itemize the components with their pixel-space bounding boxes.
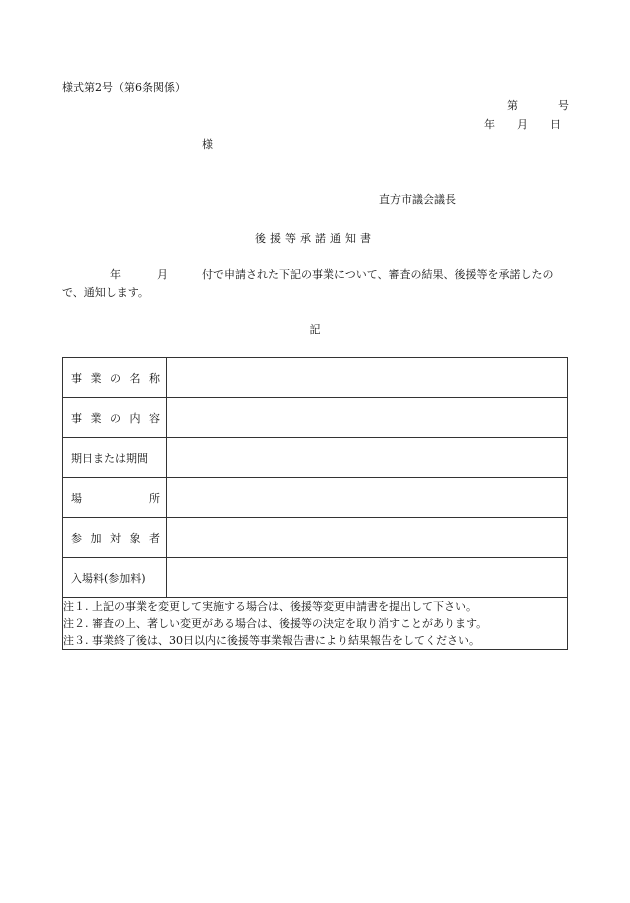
label-char: 業 <box>90 371 102 385</box>
row-value-place[interactable] <box>167 478 568 518</box>
document-date <box>484 118 561 132</box>
table-row <box>63 558 568 598</box>
label-char: の <box>110 411 121 425</box>
date-month: 月 <box>517 118 528 131</box>
label-char: 者 <box>149 531 160 545</box>
label-char: 事 <box>71 371 82 385</box>
row-label <box>63 478 167 518</box>
label-char: 業 <box>90 411 102 425</box>
row-value-fee[interactable] <box>167 558 568 598</box>
note-item: 注１. 上記の事業を変更して実施する場合は、後援等変更申請書を提出して下さい。 <box>63 600 477 613</box>
date-day: 日 <box>550 118 561 131</box>
label-char: 内 <box>129 411 141 425</box>
label-char: 名 <box>129 371 141 385</box>
row-label <box>63 558 167 598</box>
row-label <box>63 398 167 438</box>
note-item: 注２. 審査の上、著しい変更がある場合は、後援等の決定を取り消すことがあります。 <box>63 617 488 630</box>
label-fee: 入場料(参加料) <box>71 571 146 585</box>
body-year: 年 <box>110 268 121 281</box>
label-participants <box>63 530 166 546</box>
notes-cell <box>63 598 568 650</box>
addressee-suffix: 様 <box>202 138 213 151</box>
note-item: 注３. 事業終了後は、30日以内に後援等事業報告書により結果報告をしてください。 <box>63 634 480 647</box>
sender: 直方市議会議長 <box>379 193 456 206</box>
body-text <box>62 266 568 302</box>
row-label <box>63 518 167 558</box>
label-char: 称 <box>149 371 160 385</box>
table-row <box>63 358 568 398</box>
date-year: 年 <box>484 118 495 131</box>
label-name <box>63 370 166 386</box>
row-label <box>63 358 167 398</box>
label-char: 象 <box>129 531 141 545</box>
body-month: 月 <box>157 268 168 281</box>
label-char: 加 <box>90 531 102 545</box>
table-row <box>63 398 568 438</box>
row-label <box>63 438 167 478</box>
doc-number-suffix: 号 <box>558 99 569 112</box>
doc-number-prefix: 第 <box>507 99 518 112</box>
row-value-content[interactable] <box>167 398 568 438</box>
table-row <box>63 438 568 478</box>
table-row <box>63 518 568 558</box>
label-char: 容 <box>149 411 160 425</box>
label-char: 事 <box>71 411 82 425</box>
notes-row <box>63 598 568 650</box>
form-table <box>62 357 568 650</box>
label-date: 期日または期間 <box>71 451 148 465</box>
row-value-participants[interactable] <box>167 518 568 558</box>
label-place <box>63 490 166 506</box>
form-number: 様式第2号（第6条関係） <box>62 81 186 94</box>
label-char: 参 <box>71 531 82 545</box>
document-number <box>507 99 569 113</box>
label-char: 対 <box>110 531 121 545</box>
table-row <box>63 478 568 518</box>
document-title: 後援等承諾通知書 <box>255 232 375 245</box>
ki-heading: 記 <box>309 323 321 336</box>
body-sentence: 付で申請された下記の事業について、審査の結果、後援等を承諾したので、通知します。 <box>62 268 554 299</box>
label-char: 場 <box>71 491 82 505</box>
label-content <box>63 410 166 426</box>
label-char: の <box>110 371 121 385</box>
row-value-date[interactable] <box>167 438 568 478</box>
label-char: 所 <box>149 491 160 505</box>
row-value-name[interactable] <box>167 358 568 398</box>
